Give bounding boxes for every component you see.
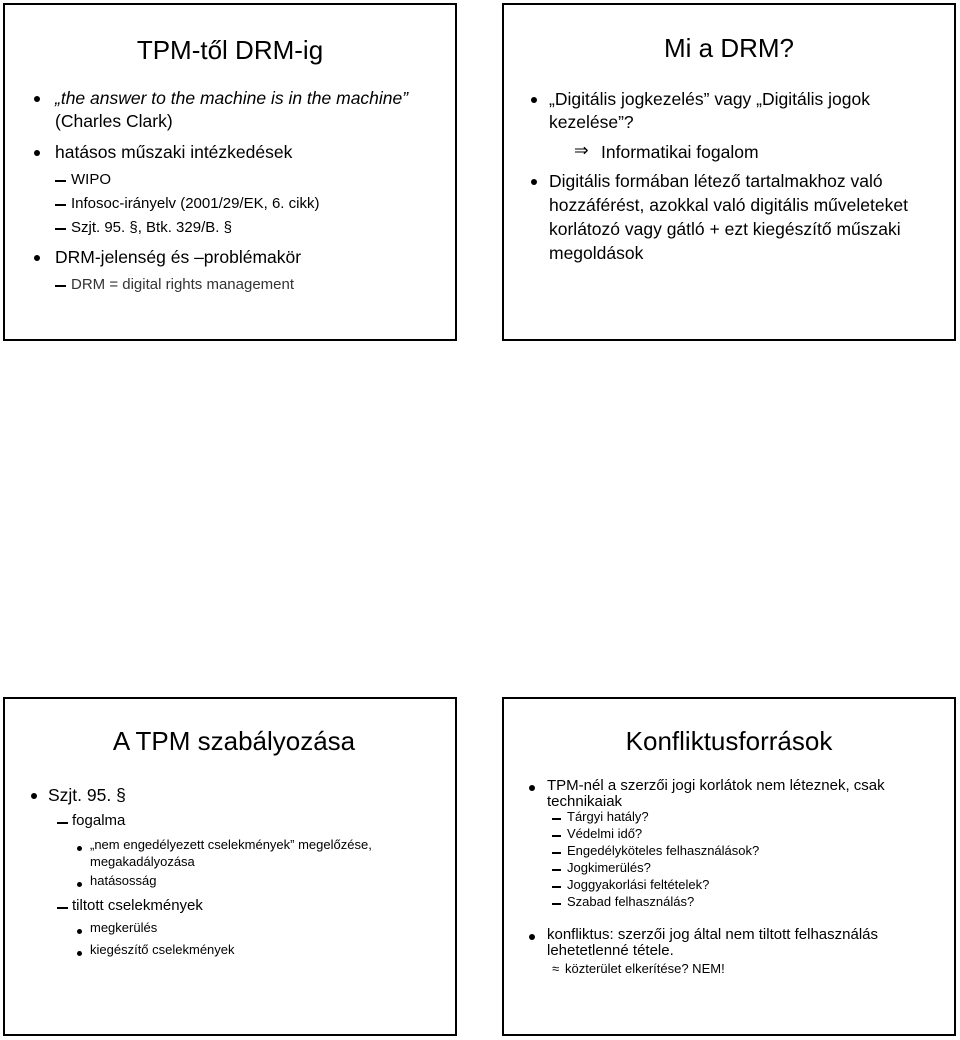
bullet [529,934,535,940]
slide-what-is-drm [502,3,956,341]
bullet [77,929,82,934]
sub-sub-item: megkerülés [90,920,158,935]
list-item: DRM-jelenség és –problémakör [55,247,302,267]
sub-sub-item-cont: megakadályozása [90,854,195,869]
sub-sub-item: kiegészítő cselekmények [90,942,235,957]
approx-icon: ≈ [552,961,560,976]
slide-title: Mi a DRM? [663,33,794,63]
sub-item: Tárgyi hatály? [567,809,649,824]
list-item: Digitális formában létező tartalmakhoz való [549,171,883,191]
sub-sub-item: „nem engedélyezett cselekmények” megelőzése, [90,837,372,852]
bullet [31,793,37,799]
list-item: hatásos műszaki intézkedések [55,142,293,162]
bullet [34,96,40,102]
sub-item: tiltott cselekmények [72,897,203,914]
bullet [34,255,40,261]
dash [552,903,561,905]
list-item-cont: korlátozó vagy gátló + ezt kiegészítő műszaki [549,219,901,239]
bullet [77,882,82,887]
dash [55,204,66,206]
arrow-item: Informatikai fogalom [601,142,759,162]
sub-item: Szabad felhasználás? [567,894,695,909]
bullet [531,97,537,103]
bullet [529,785,535,791]
implies-icon: ⇒ [574,140,589,160]
dash [55,285,66,287]
list-item: konfliktus: szerzői jog által nem tiltott felhasználás [547,926,878,943]
list-item: Szjt. 95. § [48,785,126,805]
dash [552,852,561,854]
sub-item: Joggyakorlási feltételek? [567,877,710,892]
list-item: „Digitális jogkezelés” vagy „Digitális jogok [549,89,870,109]
slide-conflict-sources [502,697,956,1036]
bullet [77,951,82,956]
list-item: TPM-nél a szerzői jogi korlátok nem léteznek, csak [547,777,885,794]
slide-tpm-to-drm [3,3,457,341]
sub-item: Szjt. 95. §, Btk. 329/B. § [71,219,232,236]
bullet [77,846,82,851]
sub-item: DRM = digital rights management [71,276,295,293]
list-item-cont: technikaiak [547,793,623,810]
sub-item: WIPO [71,171,111,188]
list-item-cont: lehetetlenné tétele. [547,942,674,959]
sub-item: fogalma [72,812,126,829]
quote-author: (Charles Clark) [55,111,173,131]
sub-item: Jogkimerülés? [567,860,651,875]
bullet [34,150,40,156]
dash [57,907,68,909]
list-item-cont: hozzáférést, azokkal való digitális műveleteket [549,195,908,215]
list-item-cont: kezelése”? [549,112,634,132]
bullet [531,179,537,185]
sub-item: Védelmi idő? [567,826,643,841]
sub-sub-item: hatásosság [90,873,157,888]
sub-item: Infosoc-irányelv (2001/29/EK, 6. cikk) [71,195,320,212]
dash [55,228,66,230]
approx-item: közterület elkerítése? NEM! [565,961,725,976]
sub-item: Engedélyköteles felhasználások? [567,843,760,858]
dash [552,886,561,888]
slide-title: Konfliktusforrások [625,726,833,756]
dash [552,835,561,837]
dash [552,869,561,871]
slide-tpm-regulation [3,697,457,1036]
quote-line: „the answer to the machine is in the machine” [55,88,409,108]
slide-title: A TPM szabályozása [112,726,356,756]
dash [552,818,561,820]
list-item-cont: megoldások [549,243,644,263]
slide-title: TPM-től DRM-ig [136,35,324,65]
dash [55,180,66,182]
dash [57,822,68,824]
